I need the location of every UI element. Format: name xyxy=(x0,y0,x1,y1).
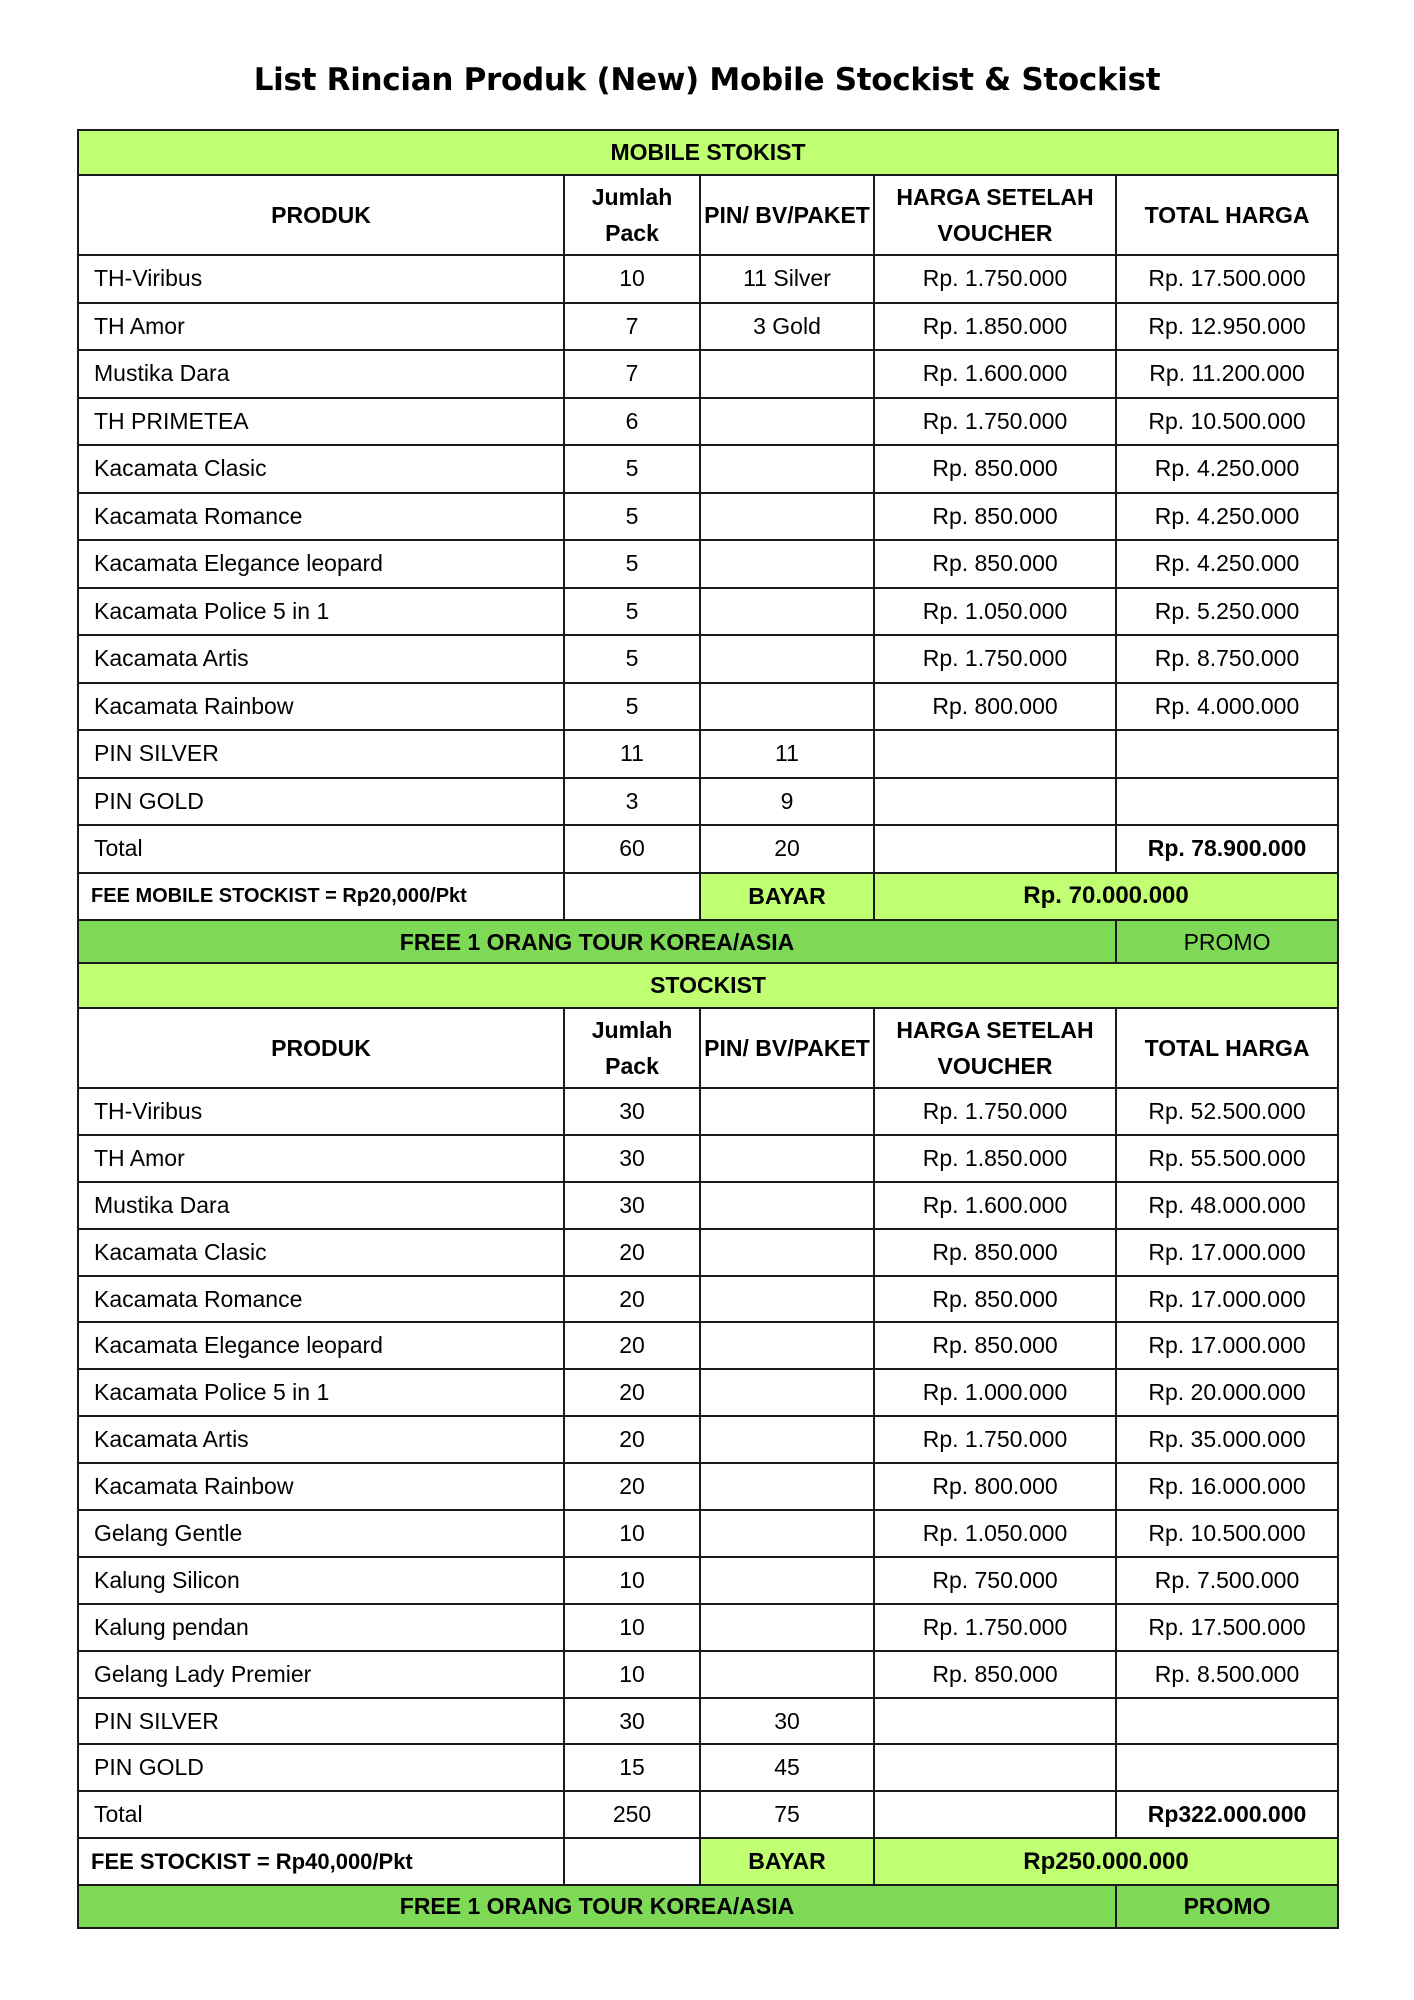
table-row xyxy=(78,1182,1338,1229)
harga-cell: Rp. 850.000 xyxy=(874,445,1116,493)
jumlah-pack-cell: 30 xyxy=(564,1135,700,1182)
produk-cell: Kacamata Artis xyxy=(78,1416,564,1463)
total-harga-cell: Rp. 10.500.000 xyxy=(1116,398,1338,446)
promo-tag: PROMO xyxy=(1116,1885,1338,1928)
total-harga-cell: Rp. 52.500.000 xyxy=(1116,1088,1338,1135)
fee-label: FEE MOBILE STOCKIST = Rp20,000/Pkt xyxy=(78,873,564,921)
pin-bv-paket-cell xyxy=(700,1276,874,1323)
fee-empty xyxy=(564,1838,700,1885)
pin-bv-paket-cell: 3 Gold xyxy=(700,303,874,351)
table-row xyxy=(78,1416,1338,1463)
promo-row xyxy=(78,1885,1338,1928)
produk-cell: Kacamata Artis xyxy=(78,635,564,683)
jumlah-pack-cell: 5 xyxy=(564,445,700,493)
jumlah-pack-cell: 5 xyxy=(564,588,700,636)
harga-cell: Rp. 850.000 xyxy=(874,1322,1116,1369)
total-harga-cell: Rp. 17.500.000 xyxy=(1116,1604,1338,1651)
produk-cell: Kalung Silicon xyxy=(78,1557,564,1604)
pin-bv-paket-cell: 11 Silver xyxy=(700,255,874,303)
total-qty: 250 xyxy=(564,1791,700,1838)
produk-cell: TH-Viribus xyxy=(78,1088,564,1135)
harga-cell: Rp. 850.000 xyxy=(874,540,1116,588)
produk-cell: Kacamata Rainbow xyxy=(78,1463,564,1510)
total-harga-cell: Rp. 17.500.000 xyxy=(1116,255,1338,303)
bayar-label: BAYAR xyxy=(700,1838,874,1885)
col-header-pin-label: PIN/ BV/PAKET xyxy=(704,202,870,228)
column-header-row xyxy=(78,175,1338,255)
harga-cell xyxy=(874,1744,1116,1791)
total-harga-cell: Rp. 55.500.000 xyxy=(1116,1135,1338,1182)
total-harga-cell xyxy=(1116,778,1338,826)
harga-cell: Rp. 1.850.000 xyxy=(874,1135,1116,1182)
pin-bv-paket-cell xyxy=(700,1416,874,1463)
total-harga-cell: Rp. 4.250.000 xyxy=(1116,445,1338,493)
pin-bv-paket-cell xyxy=(700,1463,874,1510)
bayar-value: Rp250.000.000 xyxy=(874,1838,1338,1885)
total-harga-cell: Rp. 4.000.000 xyxy=(1116,683,1338,731)
section-title: MOBILE STOKIST xyxy=(78,130,1338,175)
table-row xyxy=(78,1744,1338,1791)
total-harga-cell: Rp. 35.000.000 xyxy=(1116,1416,1338,1463)
harga-cell: Rp. 850.000 xyxy=(874,1651,1116,1698)
harga-cell: Rp. 1.050.000 xyxy=(874,588,1116,636)
harga-cell: Rp. 1.600.000 xyxy=(874,350,1116,398)
pin-bv-paket-cell xyxy=(700,1135,874,1182)
table-row xyxy=(78,1651,1338,1698)
table-row xyxy=(78,1229,1338,1276)
total-label: Total xyxy=(78,825,564,873)
harga-cell: Rp. 1.750.000 xyxy=(874,1088,1116,1135)
promo-label: FREE 1 ORANG TOUR KOREA/ASIA xyxy=(78,1885,1116,1928)
produk-cell: PIN GOLD xyxy=(78,778,564,826)
jumlah-pack-cell: 20 xyxy=(564,1416,700,1463)
jumlah-pack-cell: 11 xyxy=(564,730,700,778)
table-row xyxy=(78,1557,1338,1604)
grand-total: Rp. 78.900.000 xyxy=(1116,825,1338,873)
total-harga-cell: Rp. 17.000.000 xyxy=(1116,1322,1338,1369)
harga-cell: Rp. 750.000 xyxy=(874,1557,1116,1604)
total-harga-empty xyxy=(874,825,1116,873)
col-header-produk: PRODUK xyxy=(78,175,564,255)
harga-cell xyxy=(874,778,1116,826)
page-title: List Rincian Produk (New) Mobile Stockist & Stockist xyxy=(253,62,1161,98)
total-harga-empty xyxy=(874,1791,1116,1838)
jumlah-pack-cell: 10 xyxy=(564,1510,700,1557)
produk-cell: Kacamata Rainbow xyxy=(78,683,564,731)
column-header-row xyxy=(78,1008,1338,1088)
bayar-label: BAYAR xyxy=(700,873,874,921)
jumlah-pack-cell: 10 xyxy=(564,1557,700,1604)
col-header-pin-bv-paket xyxy=(700,175,874,255)
total-harga-cell: Rp. 11.200.000 xyxy=(1116,350,1338,398)
produk-cell: Gelang Gentle xyxy=(78,1510,564,1557)
jumlah-pack-cell: 20 xyxy=(564,1229,700,1276)
harga-cell: Rp. 1.850.000 xyxy=(874,303,1116,351)
pin-bv-paket-cell xyxy=(700,683,874,731)
total-pin: 75 xyxy=(700,1791,874,1838)
produk-cell: Mustika Dara xyxy=(78,1182,564,1229)
pin-bv-paket-cell xyxy=(700,1369,874,1416)
produk-cell: TH Amor xyxy=(78,1135,564,1182)
col-header-total-harga: TOTAL HARGA xyxy=(1116,175,1338,255)
produk-cell: Kacamata Elegance leopard xyxy=(78,1322,564,1369)
table-row xyxy=(78,1698,1338,1745)
table-row xyxy=(78,1510,1338,1557)
table-row xyxy=(78,683,1338,731)
table-row xyxy=(78,350,1338,398)
produk-cell: PIN SILVER xyxy=(78,730,564,778)
harga-cell: Rp. 1.050.000 xyxy=(874,1510,1116,1557)
table-row xyxy=(78,1276,1338,1323)
pin-bv-paket-cell xyxy=(700,398,874,446)
produk-cell: Kacamata Police 5 in 1 xyxy=(78,588,564,636)
harga-cell: Rp. 800.000 xyxy=(874,1463,1116,1510)
fee-row xyxy=(78,1838,1338,1885)
harga-cell: Rp. 1.750.000 xyxy=(874,398,1116,446)
total-row xyxy=(78,825,1338,873)
promo-tag: PROMO xyxy=(1116,920,1338,965)
jumlah-pack-cell: 20 xyxy=(564,1463,700,1510)
col-header-harga-setelah-voucher xyxy=(874,1008,1116,1088)
produk-cell: Gelang Lady Premier xyxy=(78,1651,564,1698)
pin-bv-paket-cell: 45 xyxy=(700,1744,874,1791)
jumlah-pack-cell: 20 xyxy=(564,1276,700,1323)
fee-label: FEE STOCKIST = Rp40,000/Pkt xyxy=(78,1838,564,1885)
table-row xyxy=(78,635,1338,683)
jumlah-pack-cell: 5 xyxy=(564,683,700,731)
col-header-produk: PRODUK xyxy=(78,1008,564,1088)
promo-row xyxy=(78,920,1338,965)
total-harga-cell xyxy=(1116,1744,1338,1791)
mobile-stockist-table xyxy=(77,129,1339,966)
table-row xyxy=(78,730,1338,778)
pin-bv-paket-cell xyxy=(700,1229,874,1276)
table-row xyxy=(78,1369,1338,1416)
produk-cell: Kacamata Clasic xyxy=(78,1229,564,1276)
total-pin: 20 xyxy=(700,825,874,873)
pin-bv-paket-cell xyxy=(700,1182,874,1229)
pin-bv-paket-cell xyxy=(700,1651,874,1698)
table-row xyxy=(78,588,1338,636)
harga-cell: Rp. 850.000 xyxy=(874,1229,1116,1276)
pin-bv-paket-cell: 9 xyxy=(700,778,874,826)
jumlah-pack-cell: 20 xyxy=(564,1369,700,1416)
harga-cell: Rp. 1.750.000 xyxy=(874,635,1116,683)
pin-bv-paket-cell xyxy=(700,493,874,541)
total-harga-cell: Rp. 5.250.000 xyxy=(1116,588,1338,636)
table-row xyxy=(78,1604,1338,1651)
total-harga-cell: Rp. 48.000.000 xyxy=(1116,1182,1338,1229)
pin-bv-paket-cell xyxy=(700,1510,874,1557)
harga-cell: Rp. 1.750.000 xyxy=(874,1604,1116,1651)
jumlah-pack-cell: 10 xyxy=(564,1651,700,1698)
table-row xyxy=(78,1463,1338,1510)
pin-bv-paket-cell xyxy=(700,540,874,588)
jumlah-pack-cell: 7 xyxy=(564,303,700,351)
table-row xyxy=(78,445,1338,493)
col-header-jumlah-pack-label: Jumlah Pack xyxy=(591,184,673,246)
jumlah-pack-cell: 3 xyxy=(564,778,700,826)
total-row xyxy=(78,1791,1338,1838)
total-harga-cell: Rp. 8.750.000 xyxy=(1116,635,1338,683)
pin-bv-paket-cell xyxy=(700,350,874,398)
jumlah-pack-cell: 20 xyxy=(564,1322,700,1369)
produk-cell: PIN SILVER xyxy=(78,1698,564,1745)
harga-cell: Rp. 1.750.000 xyxy=(874,255,1116,303)
total-harga-cell: Rp. 7.500.000 xyxy=(1116,1557,1338,1604)
produk-cell: Kacamata Police 5 in 1 xyxy=(78,1369,564,1416)
total-harga-cell: Rp. 12.950.000 xyxy=(1116,303,1338,351)
jumlah-pack-cell: 15 xyxy=(564,1744,700,1791)
harga-cell: Rp. 1.750.000 xyxy=(874,1416,1116,1463)
total-label: Total xyxy=(78,1791,564,1838)
jumlah-pack-cell: 5 xyxy=(564,635,700,683)
fee-row xyxy=(78,873,1338,921)
col-header-jumlah-pack-label: Jumlah Pack xyxy=(591,1017,673,1079)
produk-cell: PIN GOLD xyxy=(78,1744,564,1791)
mobile-table-body xyxy=(78,130,1338,965)
total-harga-cell: Rp. 4.250.000 xyxy=(1116,540,1338,588)
pin-bv-paket-cell xyxy=(700,588,874,636)
col-header-pin-label: PIN/ BV/PAKET xyxy=(704,1035,870,1061)
jumlah-pack-cell: 10 xyxy=(564,1604,700,1651)
table-row xyxy=(78,540,1338,588)
jumlah-pack-cell: 7 xyxy=(564,350,700,398)
bayar-value: Rp. 70.000.000 xyxy=(874,873,1338,921)
pin-bv-paket-cell xyxy=(700,635,874,683)
col-header-harga-label: HARGA SETELAH VOUCHER xyxy=(896,1017,1094,1079)
table-row xyxy=(78,398,1338,446)
table-row xyxy=(78,303,1338,351)
total-harga-cell: Rp. 16.000.000 xyxy=(1116,1463,1338,1510)
col-header-jumlah-pack xyxy=(564,1008,700,1088)
pin-bv-paket-cell: 30 xyxy=(700,1698,874,1745)
total-harga-cell: Rp. 10.500.000 xyxy=(1116,1510,1338,1557)
harga-cell: Rp. 850.000 xyxy=(874,1276,1116,1323)
total-harga-cell xyxy=(1116,730,1338,778)
table-row xyxy=(78,1322,1338,1369)
produk-cell: Kacamata Elegance leopard xyxy=(78,540,564,588)
fee-empty xyxy=(564,873,700,921)
pin-bv-paket-cell xyxy=(700,1557,874,1604)
stockist-table-body xyxy=(78,963,1338,1928)
produk-cell: TH PRIMETEA xyxy=(78,398,564,446)
jumlah-pack-cell: 30 xyxy=(564,1698,700,1745)
produk-cell: Kacamata Romance xyxy=(78,1276,564,1323)
table-row xyxy=(78,1135,1338,1182)
harga-cell xyxy=(874,1698,1116,1745)
table-row xyxy=(78,1088,1338,1135)
harga-cell: Rp. 850.000 xyxy=(874,493,1116,541)
total-harga-cell: Rp. 20.000.000 xyxy=(1116,1369,1338,1416)
produk-cell: Kacamata Clasic xyxy=(78,445,564,493)
col-header-harga-label: HARGA SETELAH VOUCHER xyxy=(896,184,1094,246)
pin-bv-paket-cell xyxy=(700,1088,874,1135)
col-header-pin-bv-paket xyxy=(700,1008,874,1088)
total-harga-cell: Rp. 8.500.000 xyxy=(1116,1651,1338,1698)
jumlah-pack-cell: 30 xyxy=(564,1088,700,1135)
total-harga-cell: Rp. 4.250.000 xyxy=(1116,493,1338,541)
pin-bv-paket-cell: 11 xyxy=(700,730,874,778)
jumlah-pack-cell: 10 xyxy=(564,255,700,303)
table-row xyxy=(78,493,1338,541)
jumlah-pack-cell: 5 xyxy=(564,493,700,541)
produk-cell: Kalung pendan xyxy=(78,1604,564,1651)
jumlah-pack-cell: 30 xyxy=(564,1182,700,1229)
harga-cell xyxy=(874,730,1116,778)
col-header-total-harga: TOTAL HARGA xyxy=(1116,1008,1338,1088)
produk-cell: Mustika Dara xyxy=(78,350,564,398)
produk-cell: TH Amor xyxy=(78,303,564,351)
total-harga-cell: Rp. 17.000.000 xyxy=(1116,1276,1338,1323)
jumlah-pack-cell: 6 xyxy=(564,398,700,446)
grand-total: Rp322.000.000 xyxy=(1116,1791,1338,1838)
produk-cell: Kacamata Romance xyxy=(78,493,564,541)
total-harga-cell: Rp. 17.000.000 xyxy=(1116,1229,1338,1276)
produk-cell: TH-Viribus xyxy=(78,255,564,303)
section-title: STOCKIST xyxy=(78,963,1338,1008)
harga-cell: Rp. 1.000.000 xyxy=(874,1369,1116,1416)
total-harga-cell xyxy=(1116,1698,1338,1745)
table-row xyxy=(78,255,1338,303)
pin-bv-paket-cell xyxy=(700,1322,874,1369)
col-header-harga-setelah-voucher xyxy=(874,175,1116,255)
harga-cell: Rp. 1.600.000 xyxy=(874,1182,1116,1229)
table-row xyxy=(78,778,1338,826)
jumlah-pack-cell: 5 xyxy=(564,540,700,588)
stockist-table xyxy=(77,962,1339,1929)
promo-label: FREE 1 ORANG TOUR KOREA/ASIA xyxy=(78,920,1116,965)
harga-cell: Rp. 800.000 xyxy=(874,683,1116,731)
col-header-jumlah-pack xyxy=(564,175,700,255)
total-qty: 60 xyxy=(564,825,700,873)
pin-bv-paket-cell xyxy=(700,1604,874,1651)
pin-bv-paket-cell xyxy=(700,445,874,493)
